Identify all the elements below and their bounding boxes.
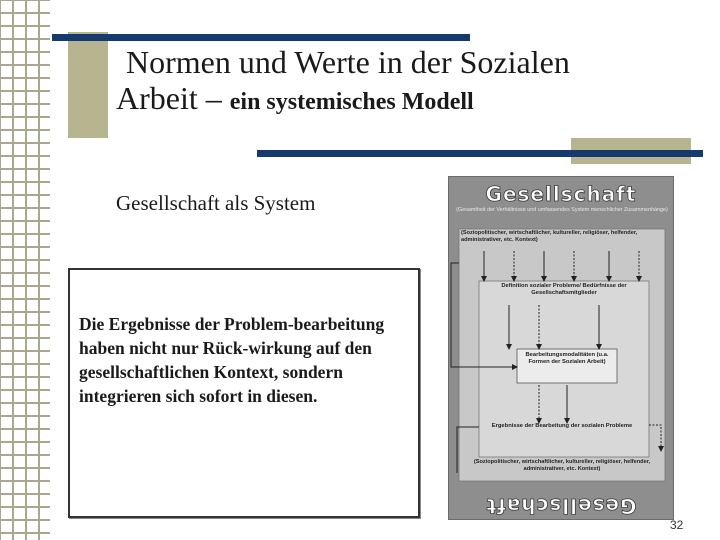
grid-cell — [0, 364, 13, 377]
grid-cell — [13, 520, 26, 533]
grid-cell — [39, 104, 50, 117]
grid-cell — [39, 39, 50, 52]
grid-cell — [26, 26, 39, 39]
grid-cell — [39, 325, 50, 338]
body-text-box — [68, 268, 420, 518]
grid-cell — [13, 260, 26, 273]
grid-cell — [0, 195, 13, 208]
grid-cell — [39, 507, 50, 520]
grid-cell — [13, 156, 26, 169]
grid-cell — [13, 494, 26, 507]
grid-cell — [0, 234, 13, 247]
grid-cell — [13, 403, 26, 416]
grid-cell — [13, 182, 26, 195]
grid-cell — [0, 416, 13, 429]
grid-cell — [0, 0, 13, 13]
grid-cell — [0, 325, 13, 338]
grid-cell — [39, 494, 50, 507]
grid-cell — [39, 26, 50, 39]
grid-cell — [13, 39, 26, 52]
grid-cell — [26, 468, 39, 481]
grid-cell — [26, 39, 39, 52]
grid-cell — [0, 78, 13, 91]
grid-cell — [13, 364, 26, 377]
grid-cell — [0, 286, 13, 299]
grid-cell — [0, 442, 13, 455]
grid-cell — [0, 260, 13, 273]
grid-cell — [26, 442, 39, 455]
grid-cell — [0, 533, 13, 540]
grid-cell — [39, 78, 50, 91]
title-line-1: Normen und Werte in der Sozialen — [126, 44, 570, 80]
grid-cell — [13, 507, 26, 520]
grid-cell — [0, 169, 13, 182]
grid-cell — [26, 338, 39, 351]
grid-cell — [39, 13, 50, 26]
grid-cell — [0, 65, 13, 78]
grid-cell — [39, 221, 50, 234]
grid-cell — [39, 442, 50, 455]
grid-cell — [13, 338, 26, 351]
grid-cell — [26, 286, 39, 299]
grid-cell — [0, 455, 13, 468]
grid-cell — [13, 468, 26, 481]
grid-cell — [39, 182, 50, 195]
grid-cell — [0, 494, 13, 507]
grid-cell — [0, 130, 13, 143]
grid-cell — [26, 455, 39, 468]
grid-cell — [13, 221, 26, 234]
grid-cell — [26, 416, 39, 429]
slide-number: 32 — [670, 518, 684, 532]
grid-cell — [0, 429, 13, 442]
diagram-box-definition: Definition sozialer Probleme/ Bedürfnisse der Gesellschaftsmitglieder — [501, 283, 627, 296]
grid-cell — [13, 273, 26, 286]
grid-cell — [13, 195, 26, 208]
system-diagram-svg — [449, 177, 673, 519]
grid-cell — [39, 286, 50, 299]
grid-cell — [39, 468, 50, 481]
grid-column — [26, 0, 39, 540]
grid-cell — [39, 403, 50, 416]
grid-cell — [26, 429, 39, 442]
grid-cell — [39, 52, 50, 65]
grid-cell — [26, 91, 39, 104]
body-text: Die Ergebnisse der Problem-bearbeitung haben nicht nur Rück-wirkung auf den gesellschaftlichen Kontext, sondern integrieren sich sofort in diesen. — [79, 314, 385, 406]
grid-cell — [13, 247, 26, 260]
navy-mid-bar — [257, 150, 703, 157]
grid-cell — [26, 481, 39, 494]
grid-cell — [13, 442, 26, 455]
grid-cell — [0, 468, 13, 481]
grid-cell — [0, 208, 13, 221]
grid-cell — [39, 91, 50, 104]
grid-cell — [13, 52, 26, 65]
grid-cell — [13, 78, 26, 91]
grid-cell — [13, 234, 26, 247]
grid-cell — [39, 351, 50, 364]
grid-cell — [0, 143, 13, 156]
grid-cell — [26, 494, 39, 507]
grid-cell — [26, 520, 39, 533]
grid-cell — [26, 403, 39, 416]
grid-cell — [39, 117, 50, 130]
grid-cell — [13, 65, 26, 78]
grid-cell — [0, 221, 13, 234]
grid-cell — [39, 390, 50, 403]
grid-cell — [26, 117, 39, 130]
grid-cell — [26, 130, 39, 143]
grid-cell — [13, 169, 26, 182]
grid-cell — [13, 13, 26, 26]
grid-cell — [39, 338, 50, 351]
grid-cell — [26, 312, 39, 325]
grid-cell — [13, 416, 26, 429]
grid-cell — [26, 13, 39, 26]
grid-cell — [39, 364, 50, 377]
grid-cell — [26, 377, 39, 390]
grid-cell — [26, 0, 39, 13]
grid-cell — [39, 273, 50, 286]
grid-cell — [13, 130, 26, 143]
grid-cell — [26, 273, 39, 286]
grid-cell — [13, 325, 26, 338]
navy-top-bar — [52, 34, 470, 41]
grid-cell — [39, 65, 50, 78]
grid-cell — [26, 299, 39, 312]
grid-cell — [0, 52, 13, 65]
grid-cell — [13, 312, 26, 325]
grid-cell — [13, 143, 26, 156]
grid-column — [39, 0, 50, 540]
grid-cell — [39, 416, 50, 429]
grid-cell — [13, 117, 26, 130]
grid-cell — [26, 182, 39, 195]
grid-cell — [39, 520, 50, 533]
grid-cell — [39, 0, 50, 13]
slide-subtitle: Gesellschaft als System — [116, 191, 316, 215]
grid-cell — [39, 455, 50, 468]
grid-cell — [39, 312, 50, 325]
diagram-title-bottom: Gesellschaft — [485, 494, 637, 518]
decorative-grid-strip — [0, 0, 50, 540]
grid-cell — [39, 234, 50, 247]
grid-cell — [0, 156, 13, 169]
grid-cell — [39, 260, 50, 273]
grid-cell — [26, 208, 39, 221]
grid-cell — [26, 52, 39, 65]
grid-cell — [26, 325, 39, 338]
system-diagram — [448, 176, 674, 520]
grid-cell — [0, 299, 13, 312]
grid-cell — [13, 104, 26, 117]
grid-cell — [0, 520, 13, 533]
grid-cell — [39, 377, 50, 390]
grid-cell — [39, 299, 50, 312]
grid-cell — [26, 65, 39, 78]
title-line-2-main: Arbeit – — [116, 80, 230, 116]
grid-cell — [0, 247, 13, 260]
diagram-box-modalities: Bearbeitungsmodalitäten (u.a. Formen der Sozialen Arbeit) — [525, 352, 609, 365]
grid-cell — [13, 26, 26, 39]
grid-cell — [0, 39, 13, 52]
slide-title — [116, 44, 570, 120]
grid-cell — [39, 195, 50, 208]
diagram-context-top: (Soziopolitischer, wirtschaftlicher, kultureller, religiöser, helfender, administrativer, etc. Kontext) — [461, 230, 638, 243]
grid-cell — [0, 117, 13, 130]
grid-column — [0, 0, 13, 540]
grid-cell — [26, 234, 39, 247]
grid-cell — [39, 156, 50, 169]
title-line-2-small: ein systemisches Modell — [229, 89, 474, 115]
olive-vertical-bar — [68, 32, 108, 138]
grid-cell — [26, 195, 39, 208]
grid-cell — [26, 143, 39, 156]
grid-cell — [26, 104, 39, 117]
grid-cell — [39, 481, 50, 494]
diagram-box-results: Ergebnisse der Bearbeitung der sozialen Probleme — [491, 423, 633, 429]
grid-cell — [13, 286, 26, 299]
diagram-desc-top: (Gesamtheit der Verhältnisse und umfassendes System menschlicher Zusammenhänge) — [456, 207, 668, 213]
grid-cell — [0, 351, 13, 364]
grid-cell — [13, 481, 26, 494]
grid-cell — [26, 507, 39, 520]
grid-cell — [0, 403, 13, 416]
grid-cell — [26, 533, 39, 540]
grid-cell — [0, 338, 13, 351]
grid-cell — [26, 169, 39, 182]
title-line-2 — [116, 80, 570, 120]
grid-cell — [0, 481, 13, 494]
grid-cell — [0, 273, 13, 286]
grid-cell — [0, 377, 13, 390]
grid-cell — [0, 312, 13, 325]
grid-cell — [0, 26, 13, 39]
grid-cell — [0, 182, 13, 195]
diagram-context-bottom: (Soziopolitischer, wirtschaftlicher, kultureller, religiöser, helfender, administrativer, etc. Kontext) — [473, 459, 651, 472]
grid-cell — [26, 260, 39, 273]
grid-cell — [26, 156, 39, 169]
grid-cell — [39, 130, 50, 143]
grid-cell — [13, 377, 26, 390]
grid-cell — [0, 91, 13, 104]
grid-cell — [26, 221, 39, 234]
grid-cell — [39, 169, 50, 182]
diagram-title-top: Gesellschaft — [485, 182, 637, 206]
grid-cell — [39, 429, 50, 442]
grid-cell — [13, 91, 26, 104]
grid-column — [13, 0, 26, 540]
grid-cell — [13, 429, 26, 442]
grid-cell — [26, 364, 39, 377]
grid-cell — [0, 104, 13, 117]
grid-cell — [39, 533, 50, 540]
grid-cell — [13, 208, 26, 221]
grid-cell — [13, 390, 26, 403]
grid-cell — [26, 78, 39, 91]
grid-cell — [13, 533, 26, 540]
grid-cell — [0, 507, 13, 520]
grid-cell — [13, 0, 26, 13]
grid-cell — [0, 13, 13, 26]
grid-cell — [39, 143, 50, 156]
grid-cell — [26, 390, 39, 403]
grid-cell — [26, 351, 39, 364]
grid-cell — [13, 351, 26, 364]
grid-cell — [13, 455, 26, 468]
grid-cell — [26, 247, 39, 260]
grid-cell — [13, 299, 26, 312]
grid-cell — [0, 390, 13, 403]
grid-cell — [39, 208, 50, 221]
grid-cell — [39, 247, 50, 260]
